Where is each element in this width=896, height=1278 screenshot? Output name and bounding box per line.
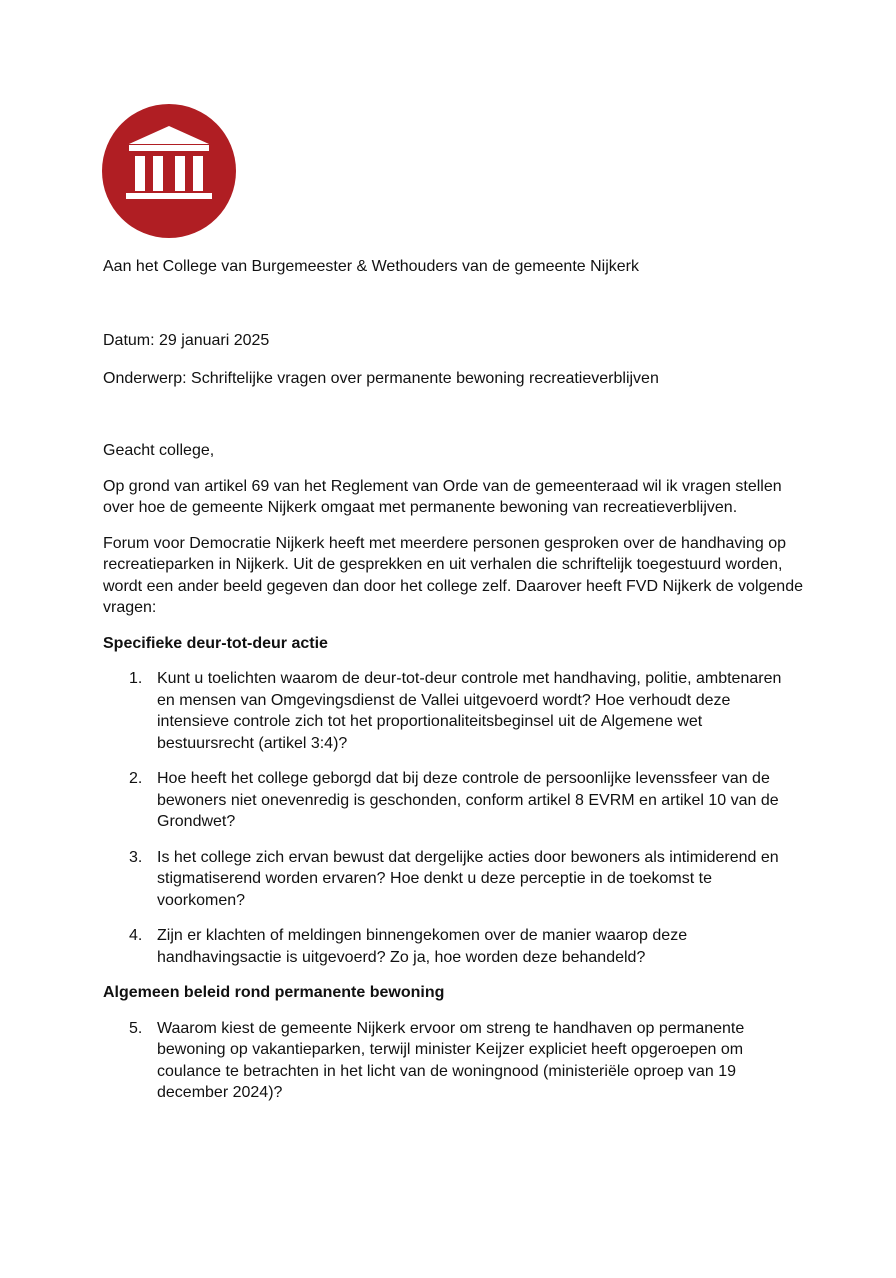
question-number: 3. [129, 848, 143, 866]
context-paragraph: Forum voor Democratie Nijkerk heeft met meerdere personen gesproken over de handhaving op recreatieparken in Nijkerk. Uit de gesprekken en uit verhalen die schriftelijk toegestuurd worden, wordt een ander beeld gegeven dan door het college zelf. Daarover heeft FVD Nijkerk de volgende vragen: [103, 534, 803, 616]
question-number: 1. [129, 670, 143, 687]
section-heading-door-to-door: Specifieke deur-tot-deur actie [103, 634, 328, 652]
question-item [103, 847, 797, 912]
question-item [103, 768, 797, 833]
question-list-general-policy [103, 1018, 803, 1104]
date-line: Datum: 29 januari 2025 [103, 332, 270, 349]
question-text: Kunt u toelichten waarom de deur-tot-deur controle met handhaving, politie, ambtenaren en mensen van Omgevingsdienst de Vallei uitgevoerd wordt? Hoe verhoudt deze intensieve controle zich tot het proportionaliteitsbeginsel uit de Algemene wet bestuursrecht (artikel 3:4)? [157, 670, 782, 752]
question-text: Waarom kiest de gemeente Nijkerk ervoor om streng te handhaven op permanente bewoning op vakantieparken, terwijl minister Keijzer expliciet heeft opgeroepen om coulance te betrachten in het licht van de woningnood (ministeriële oproep van 19 december 2024)? [157, 1019, 745, 1101]
question-number: 2. [129, 770, 143, 787]
question-item [103, 925, 797, 968]
question-number: 5. [129, 1019, 143, 1037]
intro-paragraph: Op grond van artikel 69 van het Reglement van Orde van de gemeenteraad wil ik vragen stellen over hoe de gemeente Nijkerk omgaat met permanente bewoning van recreatieverblijven. [103, 477, 782, 516]
section-heading-general-policy: Algemeen beleid rond permanente bewoning [103, 984, 445, 1001]
recipient-line: Aan het College van Burgemeester & Wethouders van de gemeente Nijkerk [103, 258, 640, 275]
question-text: Zijn er klachten of meldingen binnengekomen over de manier waarop deze handhavingsactie is uitgevoerd? Zo ja, hoe worden deze behandeld? [157, 927, 688, 966]
municipality-logo [102, 104, 236, 238]
question-item [103, 1018, 797, 1104]
subject-line: Onderwerp: Schriftelijke vragen over permanente bewoning recreatieverblijven [103, 370, 659, 387]
question-text: Hoe heeft het college geborgd dat bij deze controle de persoonlijke levenssfeer van de bewoners niet onevenredig is geschonden, conform artikel 8 EVRM en artikel 10 van de Grondwet? [157, 770, 779, 830]
question-text: Is het college zich ervan bewust dat dergelijke acties door bewoners als intimiderend en stigmatiserend worden ervaren? Hoe denkt u deze perceptie in de toekomst te voorkomen? [157, 848, 779, 909]
question-item [103, 668, 797, 754]
letter-body [103, 440, 803, 1118]
question-number: 4. [129, 927, 143, 944]
classical-building-icon [102, 104, 236, 238]
salutation: Geacht college, [103, 442, 215, 459]
question-list-door-to-door [103, 668, 803, 968]
